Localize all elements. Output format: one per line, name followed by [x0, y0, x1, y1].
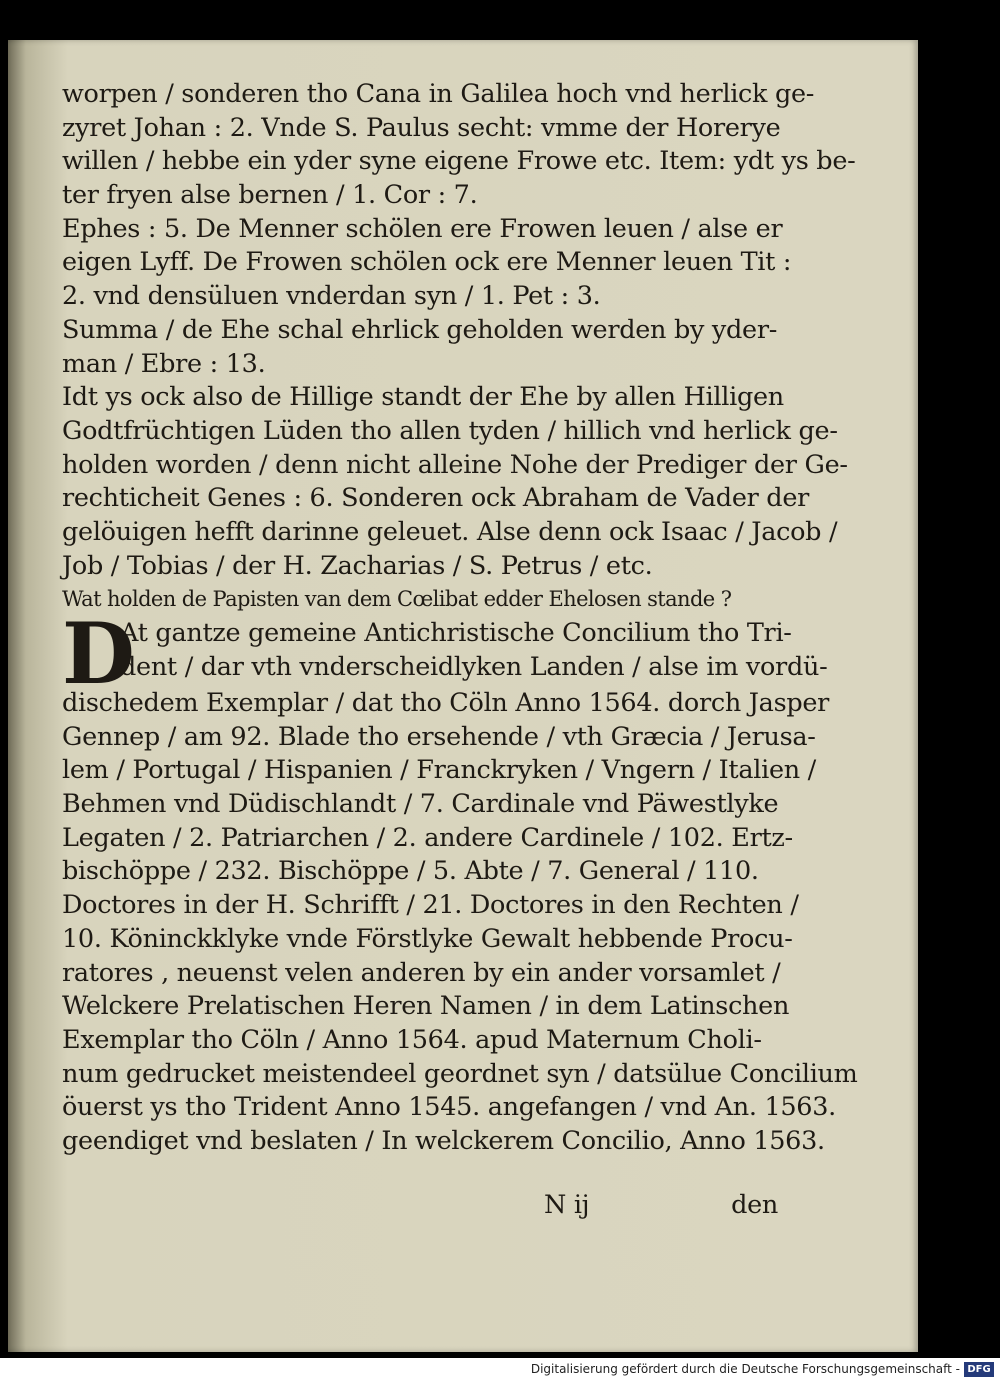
text-line: holden worden / denn nicht alleine Nohe der Prediger der Ge-	[62, 449, 848, 480]
opening-lines	[62, 78, 856, 583]
text-line: Ephes : 5. De Menner schölen ere Frowen leuen / alse er	[62, 213, 783, 244]
page-footer-row	[62, 1189, 778, 1223]
text-line: worpen / sonderen tho Cana in Galilea hoch vnd herlick ge-	[62, 79, 815, 109]
book-page	[8, 40, 918, 1352]
text-line: willen / hebbe ein yder syne eigene Frowe etc. Item: ydt ys be-	[62, 146, 856, 177]
text-line: gelöuigen hefft darinne geleuet. Alse denn ock Isaac / Jacob /	[62, 516, 838, 547]
text-line: num gedrucket meistendeel geordnet syn / datsülue Concilium	[62, 1058, 858, 1089]
text-line: ter fryen alse bernen / 1. Cor : 7.	[62, 180, 478, 211]
text-line: geendiget vnd beslaten / In welckerem Concilio, Anno 1563.	[62, 1125, 825, 1156]
credit-bar	[0, 1358, 1000, 1382]
text-line: öuerst ys tho Trident Anno 1545. angefangen / vnd An. 1563.	[62, 1092, 836, 1123]
drop-cap: D	[62, 604, 135, 703]
text-line: rechticheit Genes : 6. Sonderen ock Abraham de Vader der	[62, 483, 810, 514]
text-line: Job / Tobias / der H. Zacharias / S. Petrus / etc.	[62, 550, 653, 581]
text-line: dent / dar vth vnderscheidlyken Landen / alse im vordü-	[120, 651, 828, 682]
text-line: man / Ebre : 13.	[62, 348, 266, 379]
text-line: Summa / de Ehe schal ehrlick geholden werden by yder-	[62, 314, 778, 345]
signature-mark: N ij	[544, 1190, 590, 1220]
text-line: Welckere Prelatischen Heren Namen / in dem Latinschen	[62, 991, 790, 1022]
body-lines	[62, 687, 858, 1159]
page-text	[62, 78, 858, 1220]
text-line: bischöppe / 232. Bischöppe / 5. Abte / 7. General / 110.	[62, 856, 759, 887]
text-line: eigen Lyff. De Frowen schölen ock ere Menner leuen Tit :	[62, 247, 792, 278]
text-line: Idt ys ock also de Hillige standt der Ehe by allen Hilligen	[62, 382, 784, 413]
text-line: Gennep / am 92. Blade tho ersehende / vth Græcia / Jerusa-	[62, 721, 816, 752]
text-line: Legaten / 2. Patriarchen / 2. andere Cardinele / 102. Ertz-	[62, 822, 793, 853]
text-line: lem / Portugal / Hispanien / Franckryken / Vngern / Italien /	[62, 755, 816, 786]
drop-cap-paragraph	[62, 604, 828, 703]
catchword: den	[731, 1190, 778, 1220]
text-line: ratores , neuenst velen anderen by ein ander vorsamlet /	[62, 957, 781, 988]
text-line: At gantze gemeine Antichristische Concilium tho Tri-	[120, 618, 792, 648]
section-heading: Wat holden de Papisten van dem Cœlibat edder Ehelosen stande ?	[62, 587, 732, 612]
text-line: 2. vnd densüluen vnderdan syn / 1. Pet : 3.	[62, 281, 601, 312]
text-line: 10. Köninckklyke vnde Förstlyke Gewalt hebbende Procu-	[62, 923, 793, 954]
text-line: Exemplar tho Cöln / Anno 1564. apud Maternum Choli-	[62, 1024, 762, 1055]
text-line: Behmen vnd Düdischlandt / 7. Cardinale vnd Päwestlyke	[62, 789, 779, 820]
text-line: zyret Johan : 2. Vnde S. Paulus secht: vmme der Horerye	[62, 112, 781, 143]
dfg-logo-icon: DFG	[964, 1362, 994, 1377]
funding-credit: Digitalisierung gefördert durch die Deutsche Forschungsgemeinschaft -	[530, 1362, 960, 1376]
text-line: Godtfrüchtigen Lüden tho allen tyden / hillich vnd herlick ge-	[62, 415, 838, 446]
text-line: Doctores in der H. Schrifft / 21. Doctores in den Rechten /	[62, 890, 799, 921]
text-line: dischedem Exemplar / dat tho Cöln Anno 1564. dorch Jasper	[62, 688, 830, 718]
